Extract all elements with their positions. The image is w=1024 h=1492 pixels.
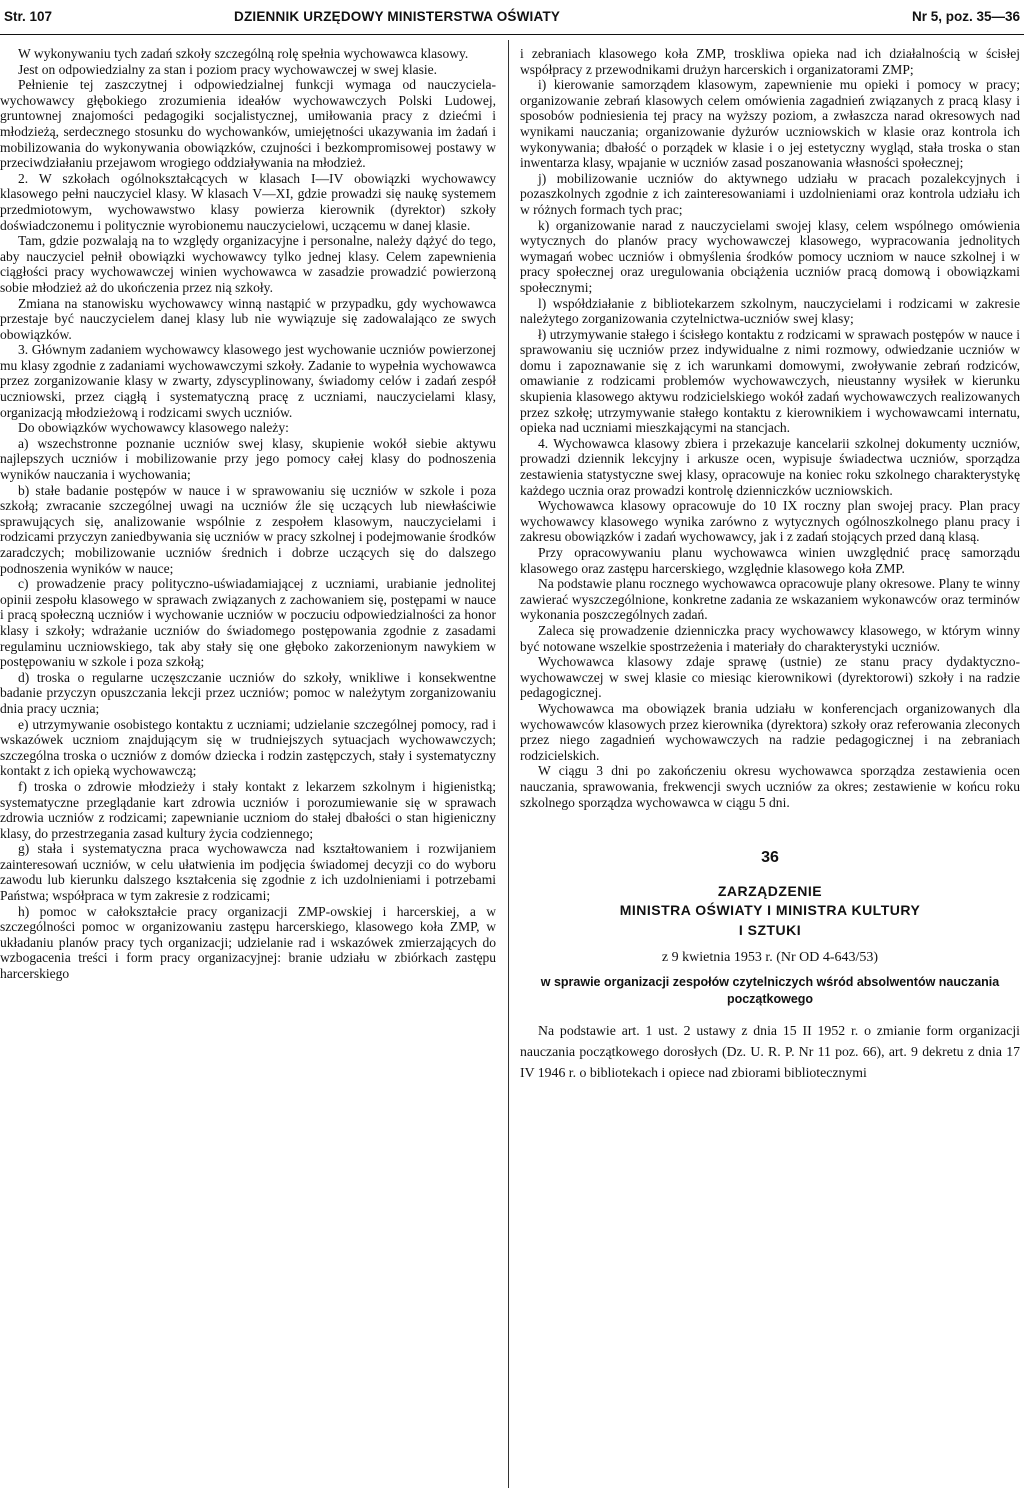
paragraph: 2. W szkołach ogólnokształcących w klasach I—IV obowiązki wychowawcy klasowego pełni nauczyciel klasy. W klasach V—XI, gdzie prowadzi się naukę systemem przedmiotowym, wychowawstwo klasy powierza kierownik (dyrektor) szkoły doświadczonemu i politycznie wyrobionemu nauczycielowi, uczącemu w danej klasie.	[0, 170, 496, 233]
section-intro: Na podstawie art. 1 ust. 2 ustawy z dnia 15 II 1952 r. o zmianie form organizacji nauczania początkowego dorosłych (Dz. U. R. P. Nr 11 poz. 66), art. 9 dekretu z dnia 17 IV 1946 r. o bibliotekach i opiece nad zbiorami bibliotecznymi	[520, 1023, 1020, 1081]
paragraph: Na podstawie planu rocznego wychowawca opracowuje plany okresowe. Plany te winny zawierać wyszczególnione, konkretne zadania ze wskazaniem wykonawców oraz terminów wykonania poszczególnych zadań.	[520, 576, 1020, 623]
list-item: d) troska o regularne uczęszczanie uczniów do szkoły, wnikliwe i konsekwentne badanie przyczyn opuszczania lekcji przez uczniów; pomoc w należytym zorganizowaniu dnia pracy ucznia;	[0, 669, 496, 716]
section-heading: MINISTRA OŚWIATY I MINISTRA KULTURY	[619, 902, 921, 919]
list-item: i) kierowanie samorządem klasowym, zapewnienie mu opieki i pomocy w pracy; organizowanie zebrań klasowych celem omówienia zagadnień związanych z pracą klasy i sposobów podniesienia tej pracy na wyższy poziom, a zwłaszcza narad okresowych nad wynikami nauczania; organizowanie dyżurów uczniowskich w klasie oraz kontrola ich wykonywania; dbałość o porządek w klasie i o jej estetyczny wygląd, stała troska o stan inwentarza klasy, wpajanie w uczniów zasad poszanowania własności społecznej;	[520, 77, 1020, 171]
paragraph: 4. Wychowawca klasowy zbiera i przekazuje kancelarii szkolnej dokumenty uczniów, prowadzi dziennik lekcyjny i arkusze ocen, wypisuje świadectwa uczniów, sporządza zestawienia statystyczne swej klasy, opracowuje na koniec roku szkolnego charakterystykę każdego ucznia oraz prowadzi kontrolę dzienniczków uczniowskich.	[520, 435, 1020, 498]
paragraph: Wychowawca ma obowiązek brania udziału w konferencjach organizowanych dla wychowawców klasowych przez kierownika (dyrektora) szkoły oraz referowania zleconych przez niego zagadnień wychowawczych na radzie pedagogicznej i na zebraniach rodzicielskich.	[520, 700, 1020, 763]
list-item: k) organizowanie narad z nauczycielami swojej klasy, celem wspólnego omówienia wytycznych do planów pracy wychowawczej klasowego, wypracowania jednolitych wymagań wobec uczniów i obmyślenia środków pomocy uczniom w nauce szkolnej i w pracy społecznej oraz uregulowania obciążenia uczniów pracą domową i obowiązkami społecznymi;	[520, 217, 1020, 295]
list-item: a) wszechstronne poznanie uczniów swej klasy, skupienie wokół siebie aktywu najlepszych uczniów i mobilizowanie przy jego pomocy całej klasy do podnoszenia wyników nauczania i wychowania;	[0, 435, 496, 483]
section-number: 36	[761, 849, 779, 867]
paragraph: Pełnienie tej zaszczytnej i odpowiedzialnej funkcji wymaga od nauczyciela-wychowawcy głębokiego zrozumienia ideałów wychowawczych Polski Ludowej, gruntownej znajomości pedagogiki socjalistycznej, umiłowania pracy z dziećmi i młodzieżą, serdecznego stosunku do wychowanków, umiejętności ukazywania im żadań i mobilizowania do wykonywania obowiązków, czujności i bezkompromisowej postawy w przeciwdziałaniu przejawom wrogiego oddziaływania na młodzież.	[0, 77, 496, 171]
issue-reference: Nr 5, poz. 35—36	[911, 9, 1020, 24]
list-item: l) współdziałanie z bibliotekarzem szkolnym, nauczycielami i rodzicami w zakresie należytego zorganizowania czytelnictwa-uczniów swej klasy;	[520, 295, 1020, 327]
section-date: z 9 kwietnia 1953 r. (Nr OD 4-643/53)	[661, 950, 879, 966]
paragraph: Przy opracowywaniu planu wychowawca winien uwzględnić pracę samorządu klasowego oraz zastępu harcerskiego, względnie klasowego koła ZMP.	[520, 545, 1020, 576]
paragraph: W wykonywaniu tych zadań szkoły szczególną rolę spełnia wychowawca klasowy.	[18, 46, 469, 61]
paragraph: W ciągu 3 dni po zakończeniu okresu wychowawca sporządza zestawienia ocen nauczania, sprawowania, frekwencji swych uczniów za okres; zestawienie w końcu roku szkolnego sporządza wychowawca w ciągu 5 dni.	[520, 763, 1020, 810]
running-header	[0, 0, 1024, 35]
left-column	[0, 46, 496, 982]
paragraph: Jest on odpowiedzialny za stan i poziom pracy wychowawczej w swej klasie.	[18, 61, 438, 77]
list-item: e) utrzymywanie osobistego kontaktu z uczniami; udzielanie szczególnej pomocy, rad i wskazówek uczniom znajdującym się w trudniejszych sytuacjach wychowawczych; szczególna troska o uczniów z domów dziecka i rodzin zastępczych, stały i systematyczny kontakt z ich opieką wychowawczą;	[0, 716, 496, 779]
right-column	[520, 46, 1020, 1083]
list-item: j) mobilizowanie uczniów do aktywnego udziału w pracach pozalekcyjnych i pozaszkolnych zgodnie z ich zainteresowaniami i uzdolnieniami oraz kontrola udziału ich w różnych formach tych prac;	[520, 170, 1020, 217]
paragraph: Wychowawca klasowy opracowuje do 10 IX roczny plan swojej pracy. Plan pracy wychowawcy klasowego wynika zarówno z wytycznych ogólnoszkolnego planu pracy i zakresu obowiązków i zadań wychowawcy, jak i z zadań stojących przed daną klasą.	[520, 498, 1020, 545]
list-item: ł) utrzymywanie stałego i ścisłego kontaktu z rodzicami w sprawach postępów w nauce i sprawowaniu się uczniów przez indywidualne z nimi rozmowy, odwiedzanie uczniów w domu i zapoznawanie się z ich warunkami domowymi, zwoływanie zebrań rodziców, omawianie z rodzicami problemów wychowawczych, nieustanny wysiłek w kierunku skupienia klasowego aktywu rodzicielskiego wokół zadań wychowawczych realizowanych przez szkołę; utrzymywanie stałego kontaktu z kierownikiem i wychowawcami internatu, opieka nad uczniami mieszkającymi na stancjach.	[520, 326, 1020, 436]
publication-title: DZIENNIK URZĘDOWY MINISTERSTWA OŚWIATY	[234, 9, 561, 24]
paragraph: Do obowiązków wychowawcy klasowego należy:	[18, 420, 289, 436]
paragraph: i zebraniach klasowego koła ZMP, troskliwa opieka nad ich działalnością w ścisłej współpracy z przewodnikami drużyn harcerskich i organizatorami ZMP;	[520, 46, 1020, 77]
section-36	[520, 850, 1020, 1008]
section-heading: I SZTUKI	[738, 921, 802, 938]
list-item: c) prowadzenie pracy polityczno-uświadamiającej z uczniami, urabianie jednolitej opinii zespołu klasowego w sprawach związanych z zachowaniem się, postępami w nauce i pracą społeczną uczniów i wychowanie uczniów w poczuciu odpowiedzialności za honor klasy i szkoły; wdrażanie uczniów do świadomego postępowania zgodnie z zasadami regulaminu uczniowskiego, tak aby stały się one głęboko zakorzenionym nawykiem w postępowaniu w szkole i poza szkołą;	[0, 576, 496, 670]
paragraph: Zaleca się prowadzenie dzienniczka pracy wychowawcy klasowego, w którym winny być notowane wszelkie spostrzeżenia i materiały do charakterystyki uczniów.	[520, 622, 1020, 654]
paragraph: Zmiana na stanowisku wychowawcy winną nastąpić w przypadku, gdy wychowawca przestaje być nauczycielem danej klasy lub nie wywiązuje się zadowalająco ze swych obowiązków.	[0, 295, 496, 342]
paragraph: 3. Głównym zadaniem wychowawcy klasowego jest wychowanie uczniów powierzonej mu klasy zgodnie z zadaniami wychowawczymi szkoły. Zadanie to wypełnia wychowawca przez zorganizowanie klasy w zwarty, zdyscyplinowany, świadomy celów i zadań zespół uczniowski, przez ciągłą i systematyczną pracę z uczniami, nauczycielami klasy, organizacją młodzieżową i rodzicami swych uczniów.	[0, 342, 496, 420]
paragraph: Tam, gdzie pozwalają na to względy organizacyjne i personalne, należy dążyć do tego, aby nauczyciel pełnił obowiązki wychowawcy tylko jednej klasy. Celem zapewnienia ciągłości pracy wychowawczej winien wychowawca w zasadzie prowadzić powierzoną sobie młodzież aż do ukończenia przez nią szkoły.	[0, 233, 496, 295]
list-item: b) stałe badanie postępów w nauce i w sprawowaniu się uczniów w szkole i poza szkołą; zwracanie szczególnej uwagi na uczniów źle się uczących lub niewłaściwie sprawujących się, analizowanie wspólnie z zespołem klasowym, nauczycielami i rodzicami przyczyn zaniedbywania się uczniów w pracy szkolnej i podejmowanie środków zaradczych; mobilizowanie uczniów średnich i dobrze uczących się do dalszego podnoszenia wyników w nauce;	[0, 482, 496, 576]
section-subject: w sprawie organizacji zespołów czytelniczych wśród absolwentów nauczania początkowego	[540, 975, 1000, 1007]
list-item: g) stała i systematyczna praca wychowawcza nad kształtowaniem i rozwijaniem zainteresowań uczniów, w celu ułatwienia im podjęcia świadomej decyzji co do wyboru zawodu lub kierunku dalszego kształcenia się zgodnie z ich uzdolnieniami i potrzebami Państwa; współpraca w tym zakresie z rodzicami;	[0, 841, 496, 904]
section-heading: ZARZĄDZENIE	[717, 882, 823, 899]
paragraph: Wychowawca klasowy zdaje sprawę (ustnie) ze stanu pracy dydaktyczno-wychowawczej w swej klasie co miesiąc kierownikowi (dyrektorowi) szkoły i na radzie pedagogicznej.	[520, 654, 1020, 701]
page-number: Str. 107	[4, 9, 53, 24]
column-divider	[508, 40, 509, 1488]
list-item: f) troska o zdrowie młodzieży i stały kontakt z lekarzem szkolnym i higienistką; systematyczne przeglądanie kart zdrowia uczniów i porozumiewanie się w sprawach zdrowia uczniów z rodzicami; zapewnianie uczniom do stałej dbałości o stan higieniczny klasy, do przestrzegania zasad kultury życia codziennego;	[0, 778, 496, 841]
list-item: h) pomoc w całokształcie pracy organizacji ZMP-owskiej i harcerskiej, a w szczególności pomoc w organizowaniu zastępu harcerskiego, klasowego koła ZMP, w układaniu planów pracy tych organizacji; udzielanie rad i wskazówek zmierzających do wzbogacenia treści i form pracy organizacyjnej: branie udziału w zbiórkach zastępu harcerskiego	[0, 903, 496, 982]
